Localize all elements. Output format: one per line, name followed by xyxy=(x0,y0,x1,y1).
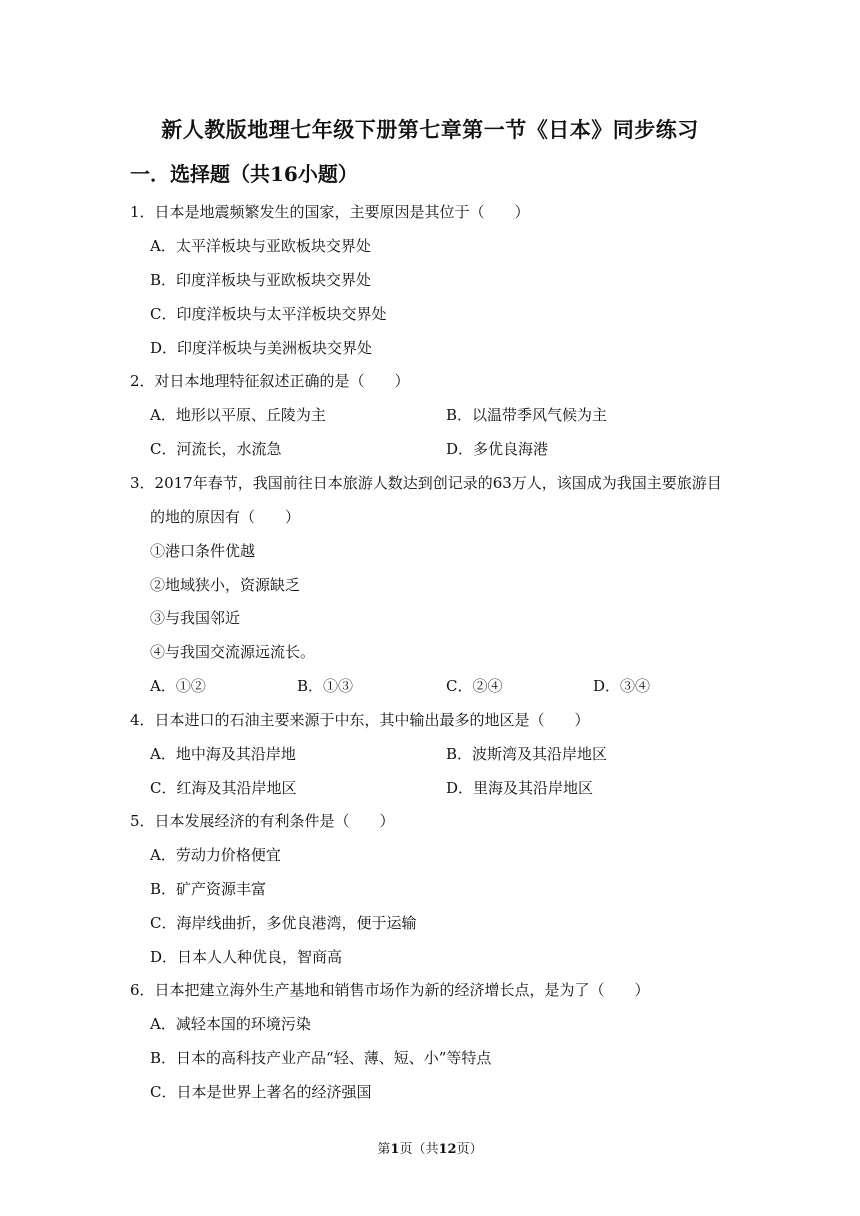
q2-option-a: A．地形以平原、丘陵为主 xyxy=(150,406,326,424)
q2-option-c: C．河流长，水流急 xyxy=(150,440,282,458)
q3-option-a: A．①② xyxy=(150,677,206,695)
page-footer xyxy=(0,1138,860,1157)
q2-option-b: B．以温带季风气候为主 xyxy=(446,406,608,424)
question-2-stem: 2．对日本地理特征叙述正确的是（ ） xyxy=(130,372,410,390)
q6-option-c: C．日本是世界上著名的经济强国 xyxy=(150,1083,372,1101)
page-number: 1 xyxy=(390,1142,400,1157)
question-6-stem: 6．日本把建立海外生产基地和销售市场作为新的经济增长点，是为了（ ） xyxy=(130,981,650,999)
question-4-stem: 4．日本进口的石油主要来源于中东，其中输出最多的地区是（ ） xyxy=(130,711,590,729)
q3-item-1: ①港口条件优越 xyxy=(150,542,256,560)
q2-option-d: D．多优良海港 xyxy=(446,440,549,458)
q4-option-b: B．波斯湾及其沿岸地区 xyxy=(446,745,608,763)
q3-option-b: B．①③ xyxy=(297,677,354,695)
section-heading: 一．选择题（共16小题） xyxy=(130,162,358,186)
footer-prefix: 第 xyxy=(377,1142,391,1157)
page-title: 新人教版地理七年级下册第七章第一节《日本》同步练习 xyxy=(161,117,699,142)
q1-option-b: B．印度洋板块与亚欧板块交界处 xyxy=(150,271,372,289)
q3-option-d: D．③④ xyxy=(593,677,651,695)
question-3-stem: 3．2017年春节，我国前往日本旅游人数达到创记录的63万人，该国成为我国主要旅游目 xyxy=(130,474,722,492)
q6-option-a: A．减轻本国的环境污染 xyxy=(150,1015,311,1033)
q5-option-d: D．日本人人种优良，智商高 xyxy=(150,948,343,966)
q4-option-a: A．地中海及其沿岸地 xyxy=(150,745,296,763)
q1-option-a: A．太平洋板块与亚欧板块交界处 xyxy=(150,237,371,255)
q4-option-c: C．红海及其沿岸地区 xyxy=(150,779,297,797)
footer-middle: 页（共 xyxy=(399,1142,439,1157)
q3-option-c: C．②④ xyxy=(446,677,503,695)
footer-suffix: 页） xyxy=(456,1142,483,1157)
q3-item-2: ②地域狭小，资源缺乏 xyxy=(150,576,301,594)
q6-option-b: B．日本的高科技产业产品“轻、薄、短、小”等特点 xyxy=(150,1049,492,1067)
q5-option-a: A．劳动力价格便宜 xyxy=(150,846,281,864)
q3-item-4: ④与我国交流源远流长。 xyxy=(150,643,316,661)
q3-item-3: ③与我国邻近 xyxy=(150,609,241,627)
question-5-stem: 5．日本发展经济的有利条件是（ ） xyxy=(130,812,395,830)
total-pages: 12 xyxy=(438,1142,457,1157)
q5-option-b: B．矿产资源丰富 xyxy=(150,880,267,898)
q1-option-d: D．印度洋板块与美洲板块交界处 xyxy=(150,339,373,357)
question-1-stem: 1．日本是地震频繁发生的国家，主要原因是其位于（ ） xyxy=(130,203,530,221)
question-3-stem-cont: 的地的原因有（ ） xyxy=(150,508,301,526)
q4-option-d: D．里海及其沿岸地区 xyxy=(446,779,594,797)
q5-option-c: C．海岸线曲折，多优良港湾，便于运输 xyxy=(150,914,417,932)
q1-option-c: C．印度洋板块与太平洋板块交界处 xyxy=(150,305,387,323)
